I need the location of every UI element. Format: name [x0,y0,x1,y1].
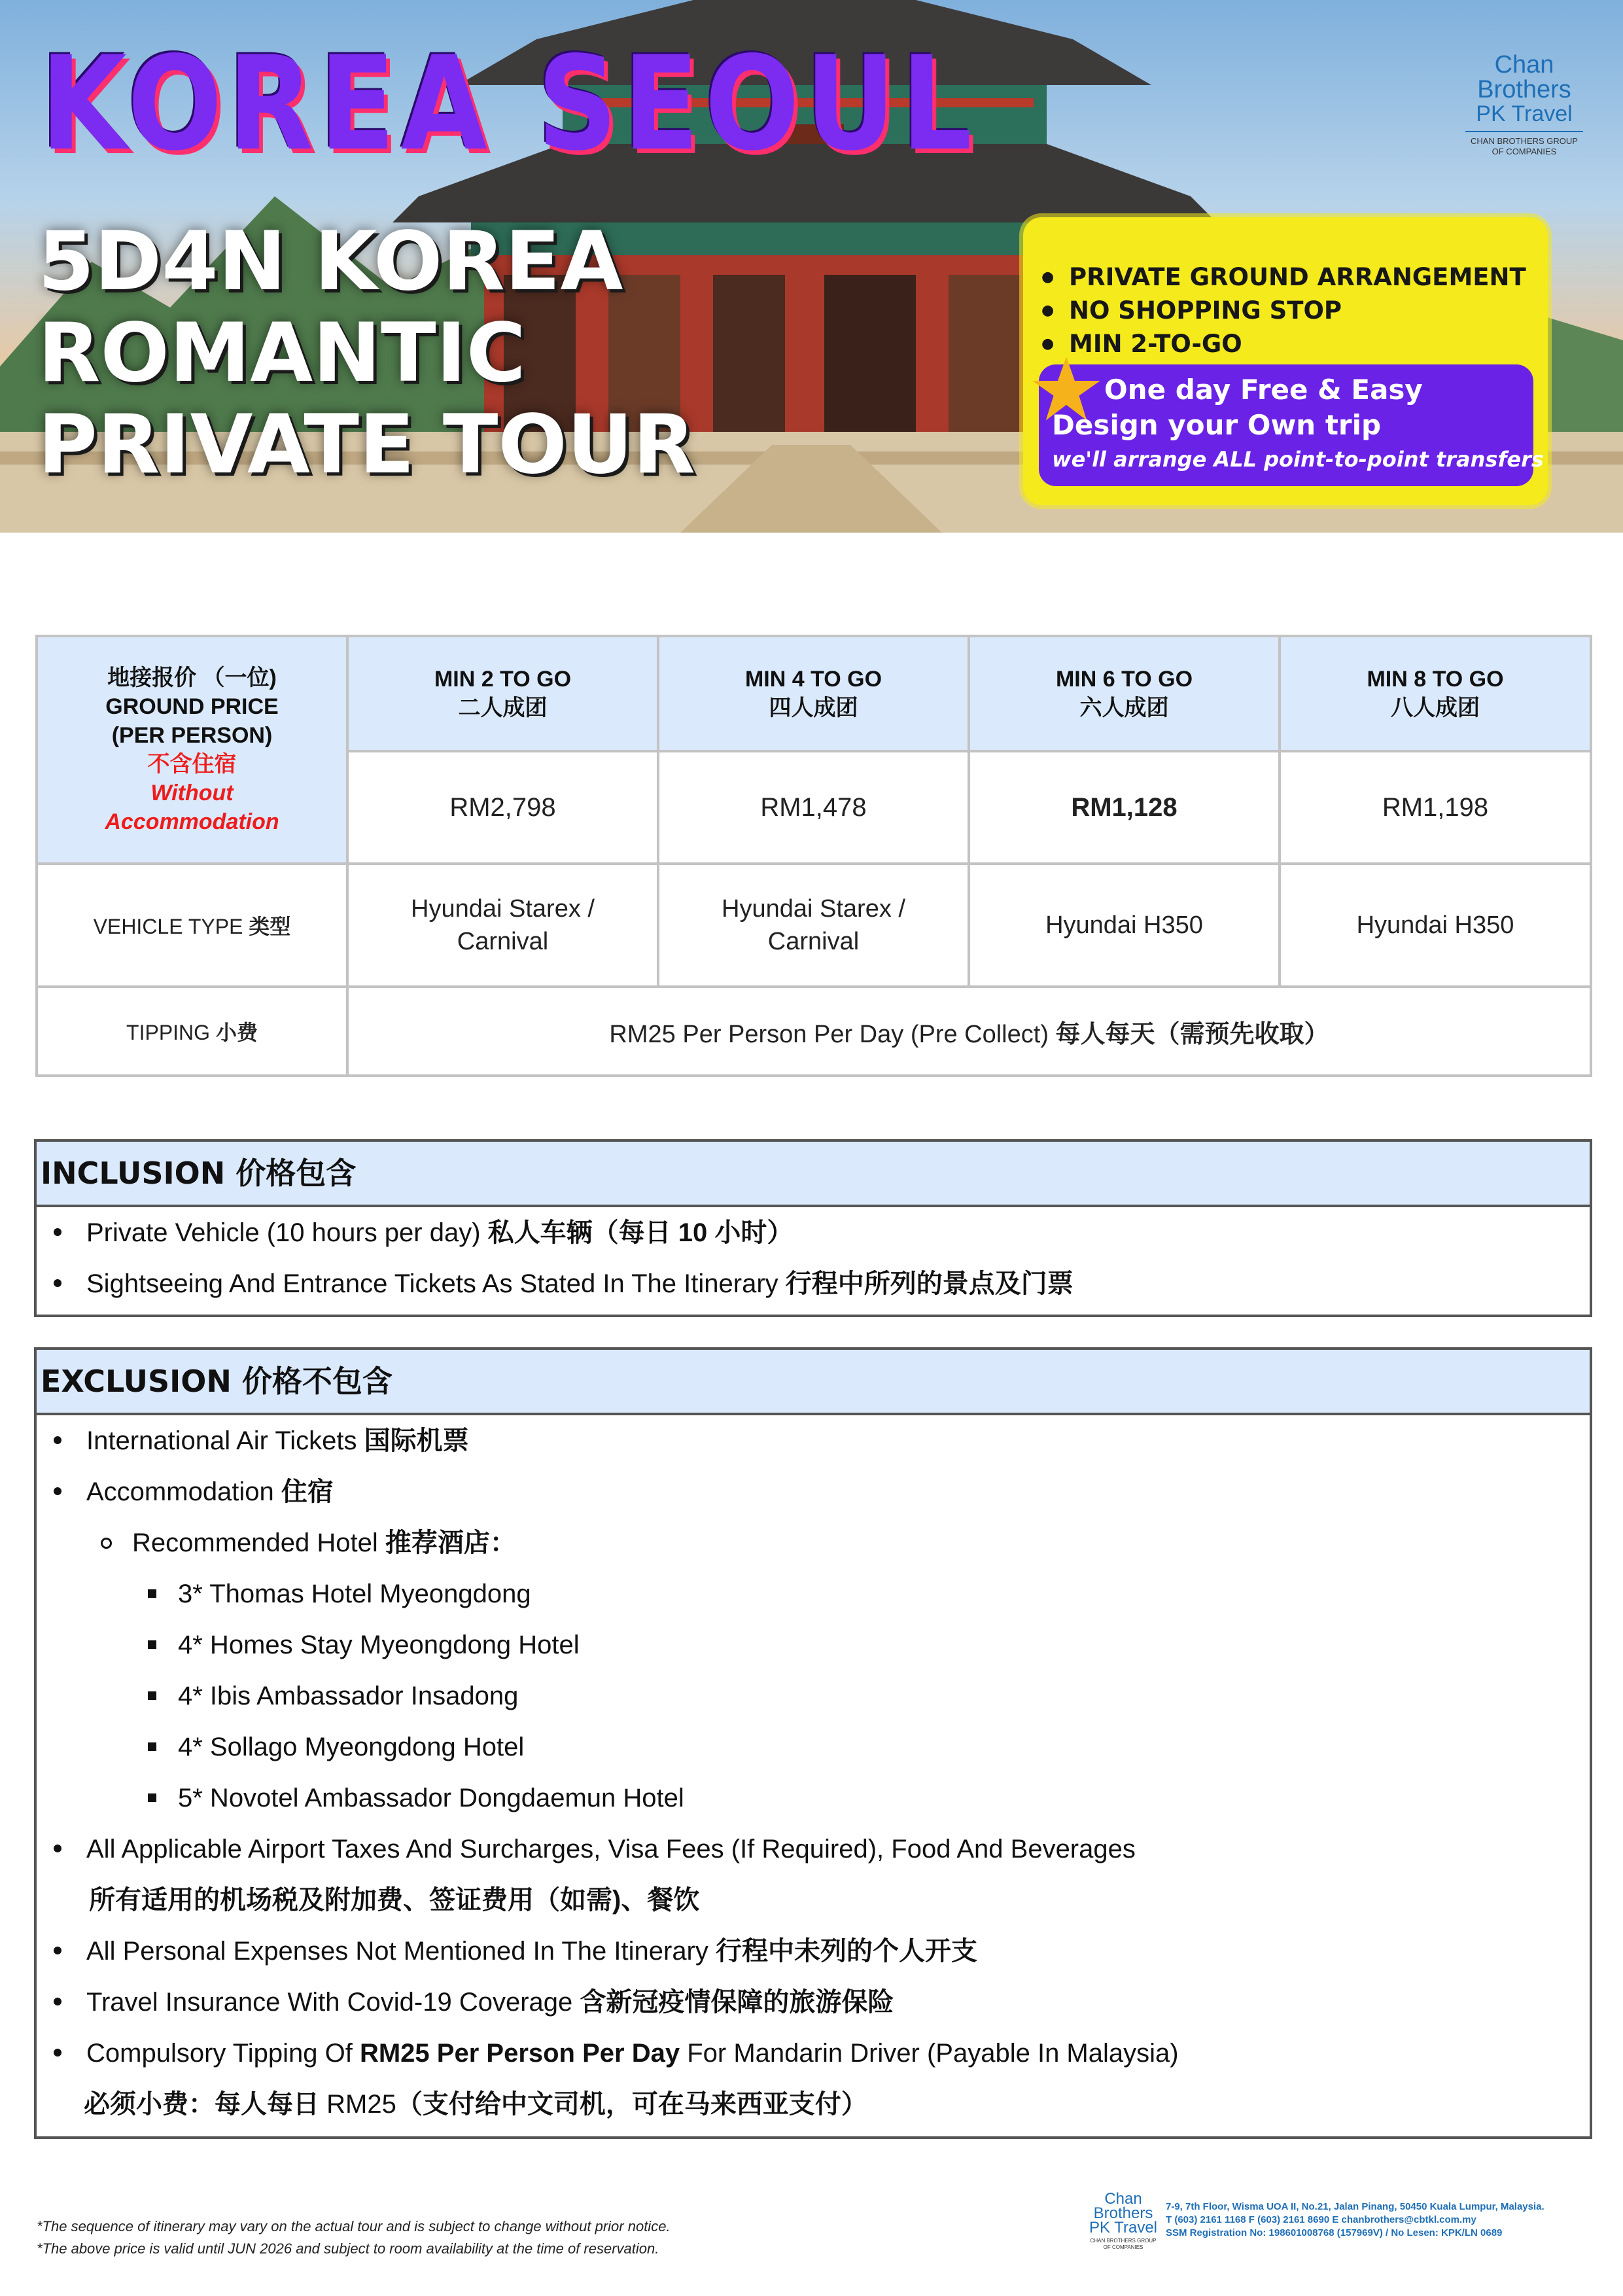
ground-price-header [37,636,347,864]
list-item [37,1977,1590,2028]
promo-bullet: ● PRIVATE GROUND ARRANGEMENT [1036,260,1526,294]
item-cn: 住宿 [281,1477,334,1506]
price-cell: RM2,798 [347,751,658,864]
label-cn: 类型 [249,915,291,938]
tipping-value-cn: 每人每天（需预先收取） [1055,1020,1329,1048]
column-header-en: MIN 2 TO GO [434,667,572,692]
registration: SSM Registration No: 198601008768 (157969V) / No Lesen: KPK/LN 0689 [1166,2227,1503,2238]
header-line: (PER PERSON) [111,723,273,748]
price-table [35,635,1592,1077]
price-cell: RM1,128 [969,751,1280,864]
column-header-cn: 六人成团 [1079,696,1169,720]
company-contact [1166,2200,1544,2240]
item-cn: 必须小费：每人每日 [84,2090,319,2119]
logo-text: PK Travel [1089,2219,1158,2236]
price-cell: RM1,478 [658,751,969,864]
vehicle-text: Hyundai Starex / [722,895,905,923]
column-header-en: MIN 8 TO GO [1367,667,1504,692]
vehicle-cell: Hyundai H350 [1280,864,1591,987]
list-item [37,1926,1590,1977]
item-en: Sightseeing And Entrance Tickets As Stated In The Itinerary [86,1269,778,1298]
footnote: *The above price is valid until JUN 2026 and subject to room availability at the time of reservation. [37,2240,659,2257]
vehicle-cell [347,864,658,987]
exclusion-title: EXCLUSION 价格不包含 [37,1350,1590,1415]
item-en-bold: RM25 Per Person Per Day [359,2039,680,2068]
vehicle-cell [658,864,969,987]
inclusion-section [34,1139,1592,1317]
hotel-item: 3* Thomas Hotel Myeongdong [37,1568,1590,1619]
column-header-min8 [1280,636,1591,751]
item-cn: 推荐酒店： [385,1528,516,1557]
price-cell: RM1,198 [1280,751,1591,864]
item-en: All Applicable Airport Taxes And Surcharges, Visa Fees (If Required), Food And Beverages [86,1835,1136,1863]
label-en: VEHICLE TYPE [93,915,243,938]
tipping-value-en: RM25 Per Person Per Day (Pre Collect) [609,1020,1049,1048]
hotel-item: 5* Novotel Ambassador Dongdaemun Hotel [37,1773,1590,1824]
footnotes [37,2216,671,2260]
item-en: For Mandarin Driver (Payable In Malaysia) [687,2039,1179,2068]
address: 7-9, 7th Floor, Wisma UOA II, No.21, Jalan Pinang, 50450 Kuala Lumpur, Malaysia. [1166,2201,1544,2212]
transfers-text: we'll arrange ALL point-to-point transfers [1052,447,1544,472]
promo-panel [1023,217,1548,505]
item-cn: 含新冠疫情保障的旅游保险 [580,1988,894,2017]
inclusion-title: INCLUSION 价格包含 [37,1142,1590,1207]
logo-text: PK Travel [1476,101,1573,126]
inclusion-list [37,1207,1590,1315]
item-cn: 行程中所列的景点及门票 [785,1269,1073,1298]
logo-subtext: CHAN BROTHERS GROUP OF COMPANIES [1090,2238,1157,2250]
hero-banner [0,0,1623,533]
logo-text: Brothers [1477,76,1571,103]
item-en: Accommodation [86,1477,274,1506]
promo-bullets [1036,260,1526,361]
column-header-en: MIN 6 TO GO [1055,667,1193,692]
header-line: 地接报价 （一位) [107,665,277,690]
item-en: Compulsory Tipping Of [86,2039,353,2068]
tipping-label [37,987,347,1076]
tour-title-line: ROMANTIC [38,306,526,400]
company-logo [1465,52,1583,157]
column-header-min4 [658,636,969,751]
promo-bullet: ● MIN 2-TO-GO [1036,327,1526,361]
list-item [37,1258,1590,1309]
hotel-item: 4* Homes Stay Myeongdong Hotel [37,1619,1590,1670]
label-en: TIPPING [126,1021,211,1044]
list-item [37,2028,1590,2130]
column-header-cn: 四人成团 [769,696,858,720]
item-cn: 所有适用的机场税及附加费、签证费用（如需)、餐饮 [89,1886,700,1915]
vehicle-text: Hyundai Starex / [411,895,595,923]
item-cn: 私人车辆（每日 10 小时） [487,1218,794,1247]
destination-title: KOREA SEOUL [41,28,978,179]
no-accommodation-en: Without [150,781,234,805]
item-en: Travel Insurance With Covid-19 Coverage [86,1988,573,2017]
tour-title [38,216,695,491]
logo-subtext: CHAN BROTHERS GROUP OF COMPANIES [1465,131,1583,157]
vehicle-text: Carnival [767,928,860,955]
item-cn: RM25 [326,2090,396,2119]
free-easy-box [1039,364,1544,486]
promo-bullet: ● NO SHOPPING STOP [1036,294,1526,327]
design-trip-text: Design your Own trip [1052,409,1382,441]
list-item [37,1824,1590,1926]
hotel-item: 4* Sollago Myeongdong Hotel [37,1722,1590,1773]
recommended-hotel-item [37,1517,1590,1568]
item-cn-line [81,2079,1590,2130]
tour-title-line: PRIVATE TOUR [38,398,696,492]
hotel-item: 4* Ibis Ambassador Insadong [37,1670,1590,1722]
phone: T (603) 2161 1168 F (603) 2161 8690 E chanbrothers@cbtkl.com.my [1166,2214,1476,2225]
vehicle-text: Carnival [457,928,549,955]
no-accommodation-cn: 不含住宿 [147,752,237,777]
logo-text: Chan [1104,2190,1142,2208]
item-en: International Air Tickets [86,1426,357,1455]
item-cn: 行程中未列的个人开支 [716,1937,978,1966]
column-header-en: MIN 4 TO GO [744,667,882,692]
column-header-min6 [969,636,1280,751]
logo-text: Chan [1494,51,1554,79]
column-header-cn: 二人成团 [458,696,548,720]
item-en: Recommended Hotel [132,1528,378,1557]
header-line: GROUND PRICE [105,694,279,719]
footnote: *The sequence of itinerary may vary on the actual tour and is subject to change without prior notice. [37,2218,671,2234]
item-cn: 国际机票 [364,1426,469,1455]
item-cn: （支付给中文司机，可在马来西亚支付） [396,2090,867,2119]
item-en: All Personal Expenses Not Mentioned In The Itinerary [86,1937,708,1966]
list-item [37,1415,1590,1466]
free-easy-text: One day Free & Easy [1104,374,1423,406]
exclusion-list [37,1415,1590,2136]
footer-logo [1087,2192,1159,2251]
item-en: Private Vehicle (10 hours per day) [86,1218,481,1247]
list-item [37,1207,1590,1258]
tipping-value [347,987,1591,1076]
label-cn: 小费 [215,1021,258,1044]
vehicle-cell: Hyundai H350 [969,864,1280,987]
no-accommodation-en: Accommodation [105,809,279,834]
logo-text: Brothers [1093,2204,1153,2222]
vehicle-type-label [37,864,347,987]
column-header-min2 [347,636,658,751]
tour-title-line: 5D4N KOREA [38,215,623,309]
list-item [37,1466,1590,1517]
exclusion-section [34,1347,1592,2139]
column-header-cn: 八人成团 [1391,696,1480,720]
